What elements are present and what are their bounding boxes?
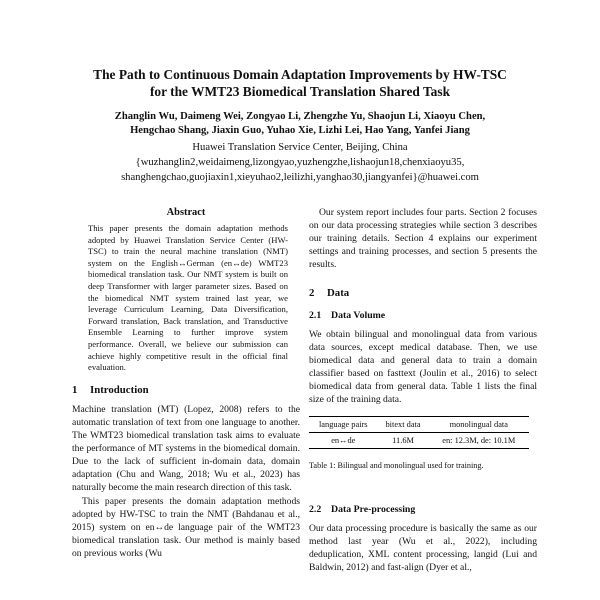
- title-line-1: The Path to Continuous Domain Adaptation Improvements by HW-TSC: [93, 67, 507, 82]
- subsection-number: 2.2: [309, 503, 322, 515]
- right-column: [309, 206, 537, 574]
- intro-paragraph-2: This paper presents the domain adaptation methods adopted by HW-TSC to train the NMT (Bahdanau et al., 2015) system on en↔de language pair of the WMT23 biomedical translation task. Our method is mainly based on previous works (Wu: [72, 495, 300, 559]
- preprocessing-paragraph: Our data processing procedure is basically the same as our method last year (Wu et al., 2022), including deduplication, XML content processing, langid (Lui and Baldwin, 2012) and fast-align (Dyer et al.,: [309, 522, 537, 573]
- section-number: 1: [72, 383, 78, 396]
- abstract-body: [72, 223, 300, 374]
- data-volume-paragraph: We obtain bilingual and monolingual data from various data sources, except medical database. Then, we use biomedical data and general data to train a domain classifier based on fasttext (Joulin et al., 2016) to select biomedical data from general data. Table 1 lists the final size of the training data.: [309, 328, 537, 406]
- subsection-title: Data Volume: [331, 309, 386, 321]
- section-number: 2: [309, 287, 315, 300]
- spacer: [309, 473, 537, 495]
- preprocessing-heading: [309, 503, 537, 516]
- table-caption: Table 1: Bilingual and monolingual used for training.: [309, 461, 484, 471]
- email-line-1: {wuzhanglin2,weidaimeng,lizongyao,yuzhengzhe,lishaojun18,chenxiaoyu35,: [135, 157, 465, 168]
- author-list: [40, 110, 560, 138]
- table-cell: 11.6M: [378, 433, 429, 449]
- table-cell: en: 12.3M, de: 10.1M: [429, 433, 529, 449]
- table-cell: en↔de: [309, 433, 378, 449]
- author-line-2: Hengchao Shang, Jiaxin Guo, Yuhao Xie, Lizhi Lei, Hao Yang, Yanfei Jiang: [130, 125, 470, 136]
- table-header-row: [309, 417, 529, 433]
- section-title: Data: [327, 287, 350, 300]
- data-section-heading: [309, 287, 537, 300]
- training-data-table: [309, 416, 529, 449]
- title-line-2: for the WMT23 Biomedical Translation Shared Task: [149, 84, 451, 99]
- paper-title: [40, 66, 560, 100]
- affiliation-block: [40, 140, 560, 185]
- email-line-2: shanghengchao,guojiaxin1,xieyuhao2,leilizhi,yanghao30,jiangyanfei}@huawei.com: [121, 172, 479, 183]
- subsection-title: Data Pre-processing: [331, 503, 416, 515]
- intro-paragraph-1: Machine translation (MT) (Lopez, 2008) refers to the automatic translation of text from one language to another. The WMT23 biomedical translation task aims to evaluate the performance of MT systems in the biomedical domain. Due to the lack of sufficient in-domain data, domain adaptation (Chu and Wang, 2018; Wu et al., 2023) has naturally become the main research direction of this task.: [72, 403, 300, 494]
- abstract-heading: Abstract: [166, 207, 206, 218]
- abstract-text: This paper presents the domain adaptation methods adopted by Huawei Translation Service Center (HW-TSC) to train the neural machine translation (NMT) system on the English↔German (en↔de) WMT23 biomedical translation task. Our NMT system is built on deep Transformer with larger parameter sizes. Based on the biomedical NMT system trained last year, we leverage Curriculum Learning, Data Diversification, Forward translation, Back translation, and Transductive Ensemble Learning to further improve system performance. Overall, we believe our submission can achieve highly competitive result in the official final evaluation.: [88, 223, 288, 373]
- subsection-number: 2.1: [309, 309, 322, 321]
- affiliation: Huawei Translation Service Center, Beijing, China: [192, 142, 408, 153]
- left-column: [72, 206, 300, 560]
- report-outline-paragraph: Our system report includes four parts. Section 2 focuses on our data processing strategies while section 3 describes our training details. Section 4 explains our experiment settings and training processes, and section 5 presents the results.: [309, 207, 537, 271]
- section-title: Introduction: [90, 383, 149, 396]
- data-volume-heading: [309, 309, 537, 322]
- author-line-1: Zhanglin Wu, Daimeng Wei, Zongyao Li, Zhengzhe Yu, Shaojun Li, Xiaoyu Chen,: [114, 111, 486, 122]
- table-header-cell: bitext data: [378, 417, 429, 433]
- table-header-cell: language pairs: [309, 417, 378, 433]
- table-header-cell: monolingual data: [429, 417, 529, 433]
- table-row: [309, 433, 529, 449]
- introduction-heading: [72, 384, 300, 397]
